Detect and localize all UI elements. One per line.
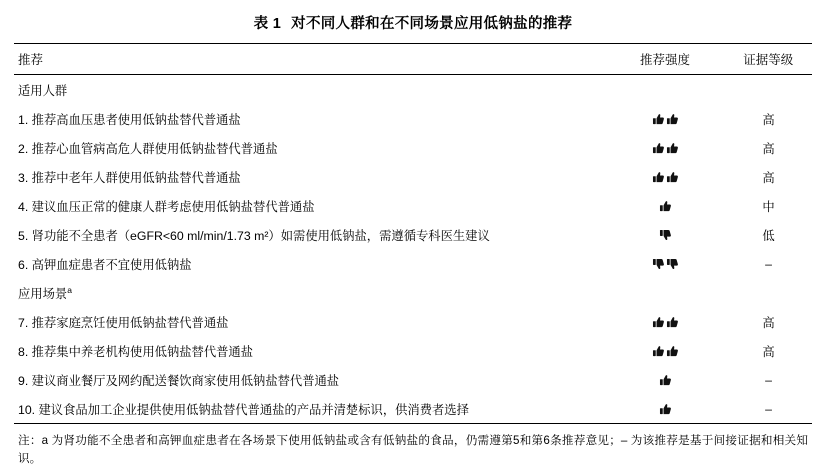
section-footnote-marker: a <box>67 284 72 295</box>
thumb-up-icon-group <box>652 169 680 183</box>
table-row <box>14 365 812 394</box>
strength-cell <box>606 104 721 133</box>
recommendation-text: 7. 推荐家庭烹饪使用低钠盐替代普通盐 <box>18 315 229 330</box>
table-row <box>14 191 812 220</box>
thumb-down-icon <box>652 258 665 271</box>
table-row <box>14 307 812 336</box>
recommendation-text: 3. 推荐中老年人群使用低钠盐替代普通盐 <box>18 170 241 185</box>
thumb-up-icon-group <box>659 198 673 212</box>
section-strength-blank <box>606 75 721 104</box>
table-row <box>14 336 812 365</box>
strength-cell <box>606 394 721 423</box>
section-evidence-blank <box>721 278 812 307</box>
thumb-up-icon <box>652 171 665 184</box>
thumb-up-icon-group <box>652 343 680 357</box>
thumb-up-icon <box>659 200 672 213</box>
recommendation-text: 10. 建议食品加工企业提供使用低钠盐替代普通盐的产品并清楚标识，供消费者选择 <box>18 402 469 417</box>
thumb-up-icon-group <box>659 372 673 386</box>
section-header-row <box>14 278 812 307</box>
table-title <box>14 0 812 43</box>
evidence-level: 高 <box>762 344 775 359</box>
table-row <box>14 249 812 278</box>
evidence-level: 高 <box>762 315 775 330</box>
thumb-up-icon-group <box>652 140 680 154</box>
recommendation-text: 8. 推荐集中养老机构使用低钠盐替代普通盐 <box>18 344 254 359</box>
section-evidence-blank <box>721 75 812 104</box>
strength-cell <box>606 133 721 162</box>
section-header-row <box>14 75 812 104</box>
strength-cell <box>606 191 721 220</box>
evidence-level: 高 <box>762 112 775 127</box>
thumb-up-icon <box>652 142 665 155</box>
section-label-text: 适用人群 <box>18 83 68 98</box>
table-row <box>14 394 812 423</box>
thumb-up-icon <box>652 113 665 126</box>
strength-cell <box>606 307 721 336</box>
recommendation-text: 2. 推荐心血管病高危人群使用低钠盐替代普通盐 <box>18 141 278 156</box>
recommendation-text: 5. 肾功能不全患者（eGFR<60 ml/min/1.73 m²）如需使用低钠盐，需遵循专科医生建议 <box>18 228 490 243</box>
thumb-up-icon <box>666 345 679 358</box>
thumb-down-icon-group <box>652 256 680 270</box>
evidence-level: – <box>765 401 772 416</box>
section-label-text: 应用场景 <box>18 286 68 301</box>
recommendation-text: 6. 高钾血症患者不宜使用低钠盐 <box>18 257 192 272</box>
recommendation-table-body <box>14 75 812 423</box>
evidence-level: – <box>765 256 772 271</box>
thumb-down-icon-group <box>659 227 673 241</box>
strength-cell <box>606 162 721 191</box>
column-header-recommendation: 推荐 <box>18 53 44 67</box>
recommendation-text: 4. 建议血压正常的健康人群考虑使用低钠盐替代普通盐 <box>18 199 315 214</box>
strength-cell <box>606 220 721 249</box>
thumb-up-icon-group <box>652 314 680 328</box>
section-label <box>14 75 606 104</box>
table-row <box>14 133 812 162</box>
thumb-up-icon-group <box>659 401 673 415</box>
thumb-down-icon <box>659 229 672 242</box>
evidence-level: 高 <box>762 141 775 156</box>
recommendation-text: 1. 推荐高血压患者使用低钠盐替代普通盐 <box>18 112 241 127</box>
table-body <box>14 75 812 423</box>
evidence-level: 低 <box>762 228 775 243</box>
recommendation-text: 9. 建议商业餐厅及网约配送餐饮商家使用低钠盐替代普通盐 <box>18 373 340 388</box>
strength-cell <box>606 365 721 394</box>
evidence-level: 高 <box>762 170 775 185</box>
thumb-up-icon <box>659 403 672 416</box>
column-header-strength: 推荐强度 <box>640 53 691 67</box>
table-row <box>14 104 812 133</box>
evidence-level: 中 <box>762 199 775 214</box>
thumb-down-icon <box>666 258 679 271</box>
table-row <box>14 220 812 249</box>
recommendation-table <box>14 44 812 74</box>
thumb-up-icon <box>652 316 665 329</box>
strength-cell <box>606 336 721 365</box>
thumb-up-icon <box>666 113 679 126</box>
evidence-level: – <box>765 372 772 387</box>
section-label <box>14 278 606 307</box>
thumb-up-icon <box>666 316 679 329</box>
column-header-evidence: 证据等级 <box>743 53 794 67</box>
thumb-up-icon <box>652 345 665 358</box>
thumb-up-icon <box>666 142 679 155</box>
thumb-up-icon <box>659 374 672 387</box>
thumb-up-icon-group <box>652 111 680 125</box>
thumb-up-icon <box>666 171 679 184</box>
table-footnote: 注：a 为肾功能不全患者和高钾血症患者在各场景下使用低钠盐或含有低钠盐的食品，仍需遵第5和第6条推荐意见；– 为该推荐是基于间接证据和相关知识。 <box>18 434 808 465</box>
table-header <box>14 44 812 74</box>
table-caption: 对不同人群和在不同场景应用低钠盐的推荐 <box>291 16 573 32</box>
section-strength-blank <box>606 278 721 307</box>
strength-cell <box>606 249 721 278</box>
table-number: 表 1 <box>253 16 282 32</box>
header-row <box>14 44 812 74</box>
table-row <box>14 162 812 191</box>
